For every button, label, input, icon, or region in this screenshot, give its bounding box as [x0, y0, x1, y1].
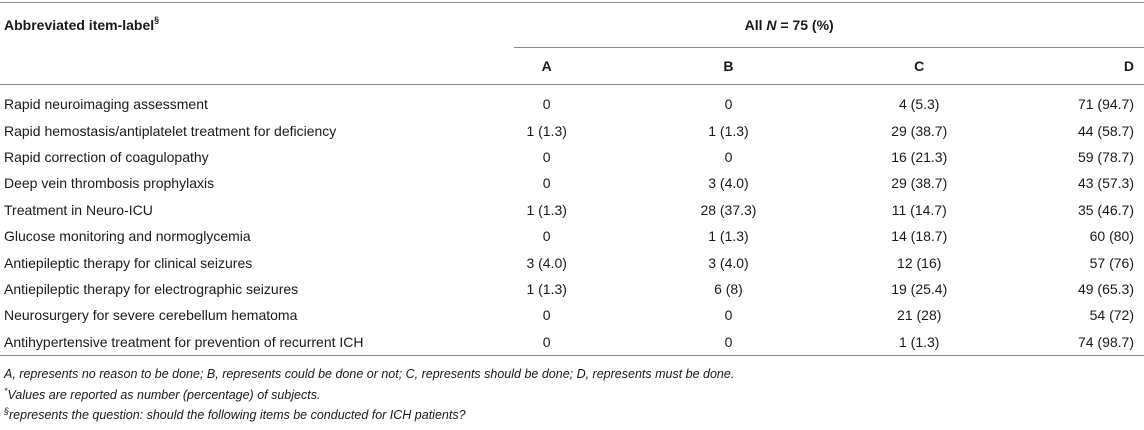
table-row — [0, 302, 1144, 328]
cell-a: 0 — [542, 96, 551, 113]
footnote-asterisk-text: Values are reported as number (percentage) of subjects. — [7, 388, 321, 402]
table-row — [0, 170, 1144, 196]
footnote-section — [4, 408, 466, 422]
cell-d: 44 (58.7) — [1077, 122, 1134, 139]
cell-b: 0 — [724, 96, 733, 113]
cell-c: 16 (21.3) — [891, 148, 948, 165]
cell-c: 19 (25.4) — [891, 280, 948, 297]
table-row — [0, 329, 1144, 356]
table-row — [0, 197, 1144, 223]
column-header-a: A — [514, 48, 579, 85]
row-label: Deep vein thrombosis prophylaxis — [4, 175, 215, 192]
label-header-text: Abbreviated item-label — [4, 17, 155, 34]
cell-b: 6 (8) — [714, 280, 743, 297]
column-header-b: B — [579, 48, 878, 85]
row-label: Antiepileptic therapy for electrographic seizures — [4, 280, 299, 297]
header-row-group — [0, 3, 1144, 48]
results-table — [0, 2, 1144, 356]
row-label: Glucose monitoring and normoglycemia — [4, 228, 251, 245]
cell-b: 0 — [579, 329, 878, 356]
row-label: Rapid correction of coagulopathy — [4, 148, 209, 165]
group-header — [514, 3, 1144, 48]
header-row-columns — [0, 48, 1144, 85]
table-row — [0, 276, 1144, 302]
cell-d: 71 (94.7) — [1077, 96, 1134, 113]
cell-a: 1 (1.3) — [526, 280, 567, 297]
row-label: Antiepileptic therapy for clinical seizures — [4, 254, 253, 271]
cell-a: 0 — [542, 175, 551, 192]
table-row — [0, 223, 1144, 249]
cell-b: 1 (1.3) — [708, 122, 749, 139]
cell-d: 43 (57.3) — [1077, 175, 1134, 192]
row-label: Neurosurgery for severe cerebellum hematoma — [4, 307, 298, 324]
cell-d: 60 (80) — [1089, 228, 1134, 245]
label-column-header — [0, 3, 514, 48]
footnote-section-text: represents the question: should the following items be conducted for ICH patients? — [9, 408, 466, 422]
table-row — [0, 117, 1144, 143]
cell-b: 3 (4.0) — [708, 175, 749, 192]
cell-d: 35 (46.7) — [1077, 201, 1134, 218]
cell-a: 1 (1.3) — [526, 201, 567, 218]
cell-c: 11 (14.7) — [891, 201, 947, 218]
cell-a: 0 — [542, 307, 551, 324]
asterisk-mark: * — [4, 386, 8, 396]
table-row — [0, 144, 1144, 170]
cell-a: 1 (1.3) — [526, 122, 567, 139]
cell-a: 3 (4.0) — [526, 254, 567, 271]
row-label: Rapid neuroimaging assessment — [4, 96, 208, 113]
cell-c: 1 (1.3) — [878, 329, 961, 356]
cell-b: 0 — [724, 148, 733, 165]
section-mark: § — [154, 15, 160, 26]
row-label: Treatment in Neuro-ICU — [4, 201, 153, 218]
cell-c: 29 (38.7) — [891, 175, 948, 192]
cell-c: 14 (18.7) — [891, 228, 948, 245]
cell-d: 74 (98.7) — [961, 329, 1144, 356]
cell-a: 0 — [542, 228, 551, 245]
cell-c: 29 (38.7) — [891, 122, 948, 139]
cell-c: 12 (16) — [897, 254, 942, 271]
group-header-suffix: = 75 (%) — [776, 17, 834, 33]
row-label: Rapid hemostasis/antiplatelet treatment for deficiency — [4, 122, 337, 139]
section-mark-footnote: § — [4, 406, 10, 416]
cell-b: 3 (4.0) — [708, 254, 749, 271]
cell-d: 57 (76) — [1089, 254, 1134, 271]
table-row — [0, 249, 1144, 275]
cell-c: 4 (5.3) — [899, 96, 940, 113]
row-label: Antihypertensive treatment for prevention of recurrent ICH — [0, 329, 514, 356]
cell-c: 21 (28) — [897, 307, 942, 324]
column-header-d: D — [961, 48, 1144, 85]
table-row — [0, 85, 1144, 118]
group-header-prefix: All — [744, 17, 763, 33]
column-header-c: C — [878, 48, 961, 85]
footnote-legend: A, represents no reason to be done; B, represents could be done or not; C, represents should be done; D, represents must be done. — [4, 367, 735, 381]
cell-b: 1 (1.3) — [708, 228, 749, 245]
cell-a: 0 — [542, 148, 551, 165]
footnote-asterisk — [4, 388, 320, 402]
group-header-var: N — [766, 17, 777, 33]
cell-d: 59 (78.7) — [1077, 148, 1134, 165]
cell-a: 0 — [514, 329, 579, 356]
cell-b: 0 — [724, 307, 733, 324]
empty-header-cell — [0, 48, 514, 85]
cell-d: 54 (72) — [1089, 307, 1134, 324]
cell-b: 28 (37.3) — [700, 201, 757, 218]
cell-d: 49 (65.3) — [1077, 280, 1134, 297]
